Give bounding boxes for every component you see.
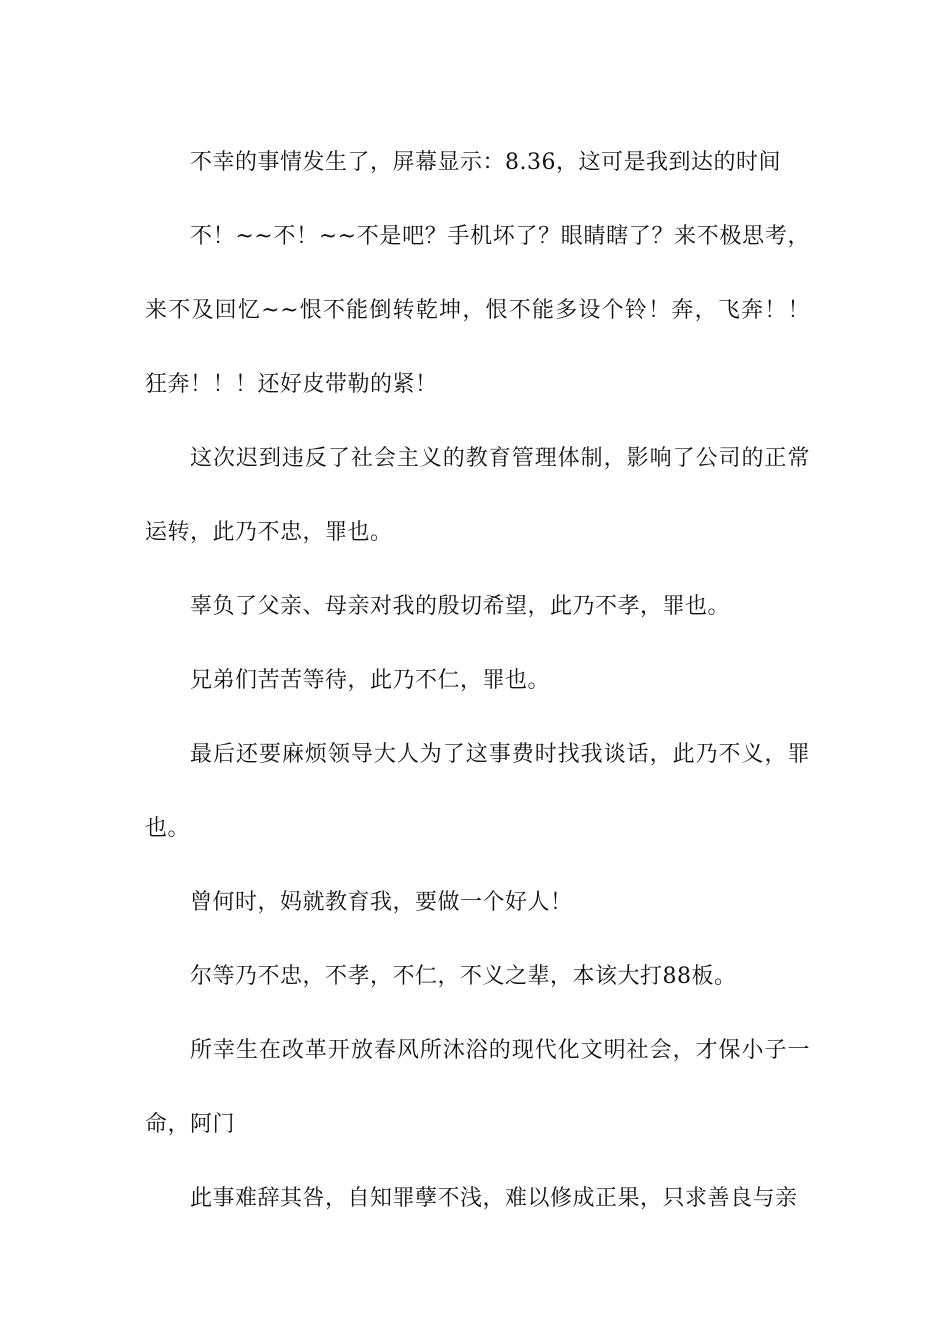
paragraph-10: 此事难辞其咎，自知罪孽不浅，难以修成正果，只求善良与亲: [190, 1186, 798, 1211]
paragraph-8: 尔等乃不忠，不孝，不仁，不义之辈，本该大打88板。: [190, 964, 737, 989]
paragraph-2: 不！~~不！~~不是吧？手机坏了？眼睛瞎了？来不极思考，来不及回忆~~恨不能倒转乾坤，恨不能多设个铃！奔，飞奔！！狂奔！！！还好皮带勒的紧！: [145, 224, 810, 397]
paragraph-5: 兄弟们苦苦等待，此乃不仁，罪也。: [190, 668, 551, 693]
paragraph-1: 不幸的事情发生了，屏幕显示：8.36，这可是我到达的时间: [190, 150, 781, 175]
paragraph-3: 这次迟到违反了社会主义的教育管理体制，影响了公司的正常运转，此乃不忠，罪也。: [145, 446, 810, 545]
paragraph-4: 辜负了父亲、母亲对我的殷切希望，此乃不孝，罪也。: [190, 594, 731, 619]
paragraph-6: 最后还要麻烦领导大人为了这事费时找我谈话，此乃不义，罪也。: [145, 742, 810, 841]
paragraph-7: 曾何时，妈就教育我，要做一个好人！: [190, 890, 573, 915]
paragraph-9: 所幸生在改革开放春风所沐浴的现代化文明社会，才保小子一命，阿门: [145, 1038, 810, 1137]
document-body: [145, 126, 810, 1236]
